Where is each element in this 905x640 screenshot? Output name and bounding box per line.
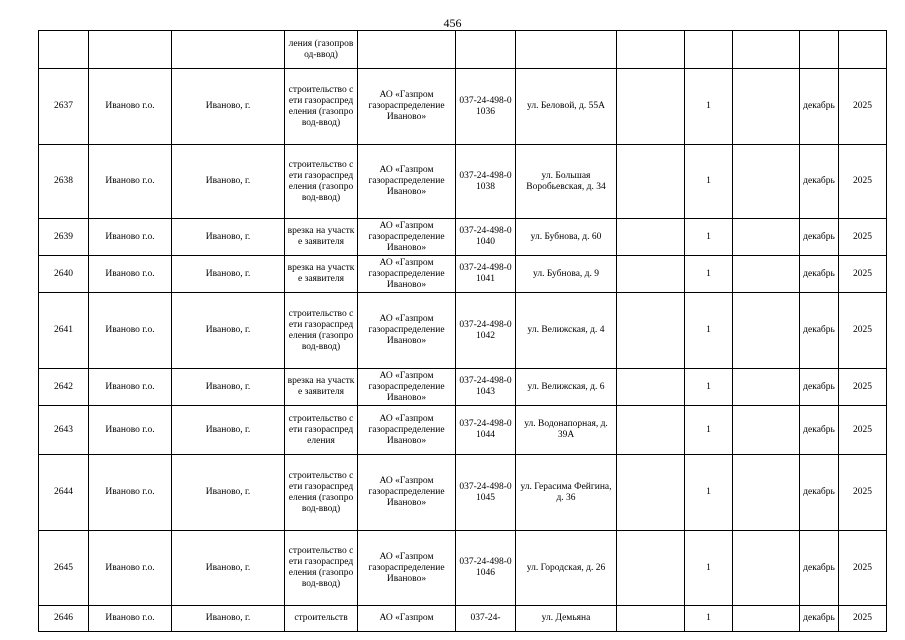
cell-number: 2644: [39, 455, 89, 531]
table-row: [39, 606, 887, 632]
cell-address: ул. Велижская, д. 4: [516, 293, 617, 369]
cell-code: 037-24-: [456, 606, 516, 632]
cell-empty: [733, 293, 800, 369]
cell-year: 2025: [839, 369, 887, 406]
cell-number: 2638: [39, 145, 89, 219]
cell-work-kind: строительств: [285, 606, 358, 632]
cell-locality: Иваново, г.: [172, 531, 285, 606]
cell-year: 2025: [839, 69, 887, 145]
cell-empty: [617, 69, 685, 145]
cell-month: декабрь: [800, 256, 839, 293]
cell-year: 2025: [839, 145, 887, 219]
cell-empty: [39, 31, 89, 69]
cell-code: 037-24-498-01036: [456, 69, 516, 145]
cell-count: 1: [685, 145, 733, 219]
cell-empty: [516, 31, 617, 69]
cell-empty: [617, 606, 685, 632]
cell-empty: [800, 31, 839, 69]
cell-empty: [839, 31, 887, 69]
cell-empty: [617, 406, 685, 455]
table-row: [39, 145, 887, 219]
table-row: [39, 293, 887, 369]
cell-code: 037-24-498-01045: [456, 455, 516, 531]
cell-number: 2639: [39, 219, 89, 256]
cell-organization: АО «Газпром газораспределение Иваново»: [358, 69, 456, 145]
cell-count: 1: [685, 256, 733, 293]
cell-empty: [617, 145, 685, 219]
cell-organization: АО «Газпром: [358, 606, 456, 632]
cell-empty: [733, 606, 800, 632]
cell-code: 037-24-498-01038: [456, 145, 516, 219]
cell-empty: [685, 31, 733, 69]
cell-number: 2643: [39, 406, 89, 455]
cell-month: декабрь: [800, 606, 839, 632]
cell-municipality: Иваново г.о.: [89, 606, 172, 632]
cell-empty: [617, 293, 685, 369]
table-row: [39, 369, 887, 406]
cell-municipality: Иваново г.о.: [89, 531, 172, 606]
cell-work-kind: ления (газопровод-ввод): [285, 31, 358, 69]
cell-organization: АО «Газпром газораспределение Иваново»: [358, 369, 456, 406]
cell-month: декабрь: [800, 293, 839, 369]
cell-count: 1: [685, 531, 733, 606]
cell-work-kind: строительство сети газораспределения (газопровод-ввод): [285, 531, 358, 606]
cell-locality: Иваново, г.: [172, 293, 285, 369]
cell-work-kind: строительство сети газораспределения (газопровод-ввод): [285, 145, 358, 219]
cell-work-kind: врезка на участке заявителя: [285, 219, 358, 256]
cell-work-kind: врезка на участке заявителя: [285, 256, 358, 293]
cell-empty: [617, 369, 685, 406]
register-table: [38, 30, 887, 632]
cell-empty: [733, 31, 800, 69]
cell-address: ул. Большая Воробьевская, д. 34: [516, 145, 617, 219]
cell-empty: [358, 31, 456, 69]
cell-month: декабрь: [800, 69, 839, 145]
cell-empty: [733, 69, 800, 145]
cell-count: 1: [685, 606, 733, 632]
cell-empty: [617, 219, 685, 256]
cell-municipality: Иваново г.о.: [89, 369, 172, 406]
cell-year: 2025: [839, 406, 887, 455]
cell-number: 2646: [39, 606, 89, 632]
cell-address: ул. Велижская, д. 6: [516, 369, 617, 406]
cell-month: декабрь: [800, 531, 839, 606]
cell-work-kind: строительство сети газораспределения (газопровод-ввод): [285, 69, 358, 145]
cell-year: 2025: [839, 531, 887, 606]
cell-empty: [172, 31, 285, 69]
cell-code: 037-24-498-01040: [456, 219, 516, 256]
cell-municipality: Иваново г.о.: [89, 406, 172, 455]
cell-month: декабрь: [800, 219, 839, 256]
cell-work-kind: врезка на участке заявителя: [285, 369, 358, 406]
cell-municipality: Иваново г.о.: [89, 455, 172, 531]
cell-organization: АО «Газпром газораспределение Иваново»: [358, 219, 456, 256]
cell-organization: АО «Газпром газораспределение Иваново»: [358, 145, 456, 219]
table-row-continuation: [39, 31, 887, 69]
cell-code: 037-24-498-01044: [456, 406, 516, 455]
cell-empty: [617, 31, 685, 69]
cell-empty: [733, 531, 800, 606]
cell-empty: [456, 31, 516, 69]
cell-address: ул. Беловой, д. 55А: [516, 69, 617, 145]
cell-municipality: Иваново г.о.: [89, 145, 172, 219]
cell-count: 1: [685, 406, 733, 455]
page-number: 456: [443, 16, 462, 30]
cell-locality: Иваново, г.: [172, 256, 285, 293]
cell-locality: Иваново, г.: [172, 455, 285, 531]
cell-empty: [733, 145, 800, 219]
cell-count: 1: [685, 69, 733, 145]
cell-organization: АО «Газпром газораспределение Иваново»: [358, 455, 456, 531]
cell-locality: Иваново, г.: [172, 406, 285, 455]
cell-month: декабрь: [800, 406, 839, 455]
cell-count: 1: [685, 219, 733, 256]
cell-code: 037-24-498-01042: [456, 293, 516, 369]
cell-number: 2645: [39, 531, 89, 606]
cell-code: 037-24-498-01041: [456, 256, 516, 293]
cell-year: 2025: [839, 606, 887, 632]
cell-work-kind: строительство сети газораспределения (газопровод-ввод): [285, 455, 358, 531]
cell-count: 1: [685, 455, 733, 531]
cell-number: 2640: [39, 256, 89, 293]
cell-month: декабрь: [800, 455, 839, 531]
table-row: [39, 69, 887, 145]
table-row: [39, 256, 887, 293]
cell-address: ул. Бубнова, д. 9: [516, 256, 617, 293]
cell-empty: [617, 455, 685, 531]
cell-year: 2025: [839, 219, 887, 256]
cell-empty: [733, 369, 800, 406]
table-row: [39, 531, 887, 606]
cell-municipality: Иваново г.о.: [89, 293, 172, 369]
cell-number: 2637: [39, 69, 89, 145]
cell-address: ул. Бубнова, д. 60: [516, 219, 617, 256]
cell-locality: Иваново, г.: [172, 145, 285, 219]
cell-locality: Иваново, г.: [172, 606, 285, 632]
cell-address: ул. Герасима Фейгина, д. 36: [516, 455, 617, 531]
cell-year: 2025: [839, 455, 887, 531]
cell-empty: [89, 31, 172, 69]
cell-locality: Иваново, г.: [172, 219, 285, 256]
cell-number: 2641: [39, 293, 89, 369]
cell-empty: [733, 455, 800, 531]
cell-organization: АО «Газпром газораспределение Иваново»: [358, 293, 456, 369]
cell-organization: АО «Газпром газораспределение Иваново»: [358, 256, 456, 293]
cell-empty: [733, 219, 800, 256]
cell-count: 1: [685, 293, 733, 369]
cell-address: ул. Городская, д. 26: [516, 531, 617, 606]
table-row: [39, 406, 887, 455]
cell-empty: [733, 406, 800, 455]
cell-locality: Иваново, г.: [172, 369, 285, 406]
cell-organization: АО «Газпром газораспределение Иваново»: [358, 531, 456, 606]
cell-locality: Иваново, г.: [172, 69, 285, 145]
cell-empty: [617, 256, 685, 293]
cell-year: 2025: [839, 256, 887, 293]
cell-address: ул. Водонапорная, д. 39А: [516, 406, 617, 455]
cell-organization: АО «Газпром газораспределение Иваново»: [358, 406, 456, 455]
cell-address: ул. Демьяна: [516, 606, 617, 632]
cell-year: 2025: [839, 293, 887, 369]
cell-code: 037-24-498-01043: [456, 369, 516, 406]
cell-number: 2642: [39, 369, 89, 406]
cell-code: 037-24-498-01046: [456, 531, 516, 606]
cell-month: декабрь: [800, 369, 839, 406]
cell-month: декабрь: [800, 145, 839, 219]
cell-count: 1: [685, 369, 733, 406]
cell-municipality: Иваново г.о.: [89, 256, 172, 293]
cell-work-kind: строительство сети газораспределения (газопровод-ввод): [285, 293, 358, 369]
cell-municipality: Иваново г.о.: [89, 69, 172, 145]
cell-empty: [733, 256, 800, 293]
cell-empty: [617, 531, 685, 606]
table-row: [39, 455, 887, 531]
cell-municipality: Иваново г.о.: [89, 219, 172, 256]
cell-work-kind: строительство сети газораспределения: [285, 406, 358, 455]
table-row: [39, 219, 887, 256]
